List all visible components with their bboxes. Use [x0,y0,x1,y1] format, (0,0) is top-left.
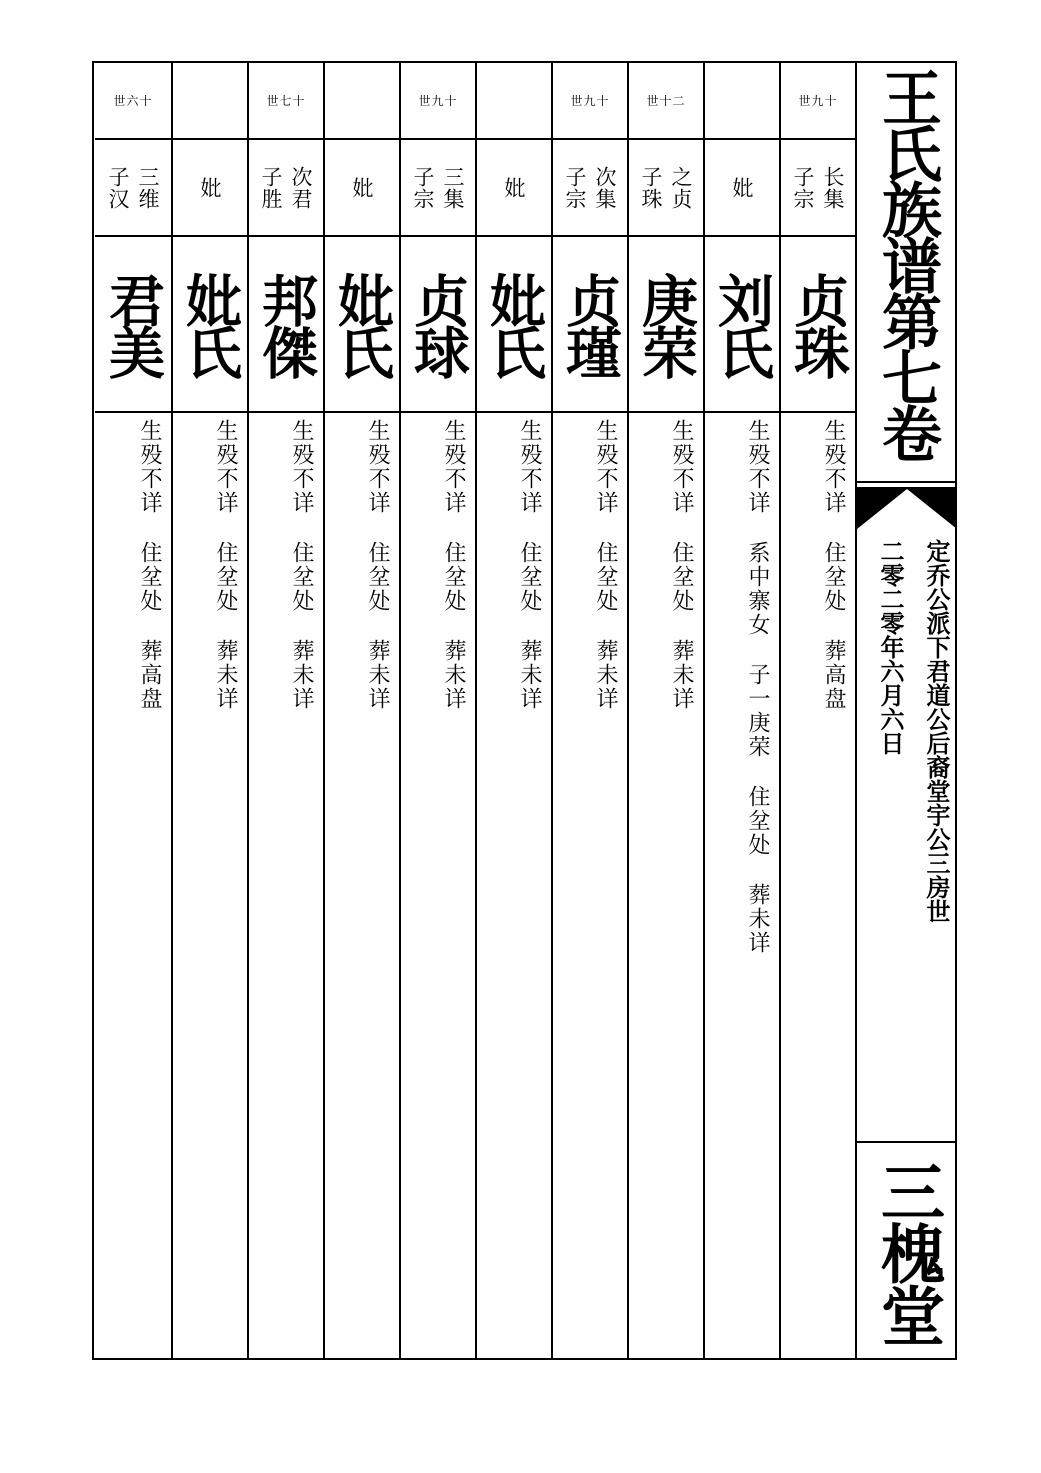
relation-cell [477,140,551,237]
generation-label [705,63,779,140]
biography-segment: 生殁不详 [745,419,770,515]
person-name: 邦傑 [253,272,319,376]
biography-segment: 系中寨女 [745,541,770,637]
lineage-subtitle: 定乔公派下君道公后裔堂宇公三房世 [922,539,951,923]
relation-text [501,177,527,199]
person-name: 刘氏 [709,272,775,376]
person-name-cell [629,237,703,413]
entry-column [627,63,703,1360]
relation-text [197,177,223,199]
hall-name [857,1143,957,1360]
relation-cell [401,140,475,237]
relation-char: 宗 [563,187,587,210]
genealogy-page [92,61,957,1360]
biography-segment: 住坌处 [821,541,846,613]
relation-char: 妣 [730,176,754,199]
relation-char: 贞 [669,187,693,210]
relation-cell [553,140,627,237]
entry-column [551,63,627,1360]
biography-segment: 生殁不详 [289,419,314,515]
compile-date: 二零二零年六月六日 [876,539,905,755]
biography-segment: 住坌处 [289,541,314,613]
person-name: 贞珠 [785,272,851,376]
biography-segment: 生殁不详 [593,419,618,515]
relation-text [105,166,131,210]
book-title-text: 王氏族谱第七卷 [872,67,942,459]
person-name-cell [325,237,399,413]
biography-segment: 葬未详 [441,639,466,711]
biography-text [667,419,695,737]
relation-char: 妣 [502,176,526,199]
relation-char: 三 [441,165,465,188]
relation-char: 子 [411,165,435,188]
person-name-cell [553,237,627,413]
relation-char: 次 [593,165,617,188]
hall-name-text: 三槐堂 [870,1158,945,1345]
relation-cell [629,140,703,237]
entry-column [703,63,779,1360]
biography-segment: 葬未详 [745,883,770,955]
entry-column [247,63,323,1360]
person-name: 贞瑾 [557,272,623,376]
title-panel [855,63,957,1360]
relation-char: 子 [791,165,815,188]
person-name: 妣氏 [177,272,243,376]
generation-label [325,63,399,140]
biography-segment: 住坌处 [745,785,770,857]
biography-segment: 葬未详 [593,639,618,711]
person-name: 贞球 [405,272,471,376]
relation-char: 子 [563,165,587,188]
generation-label: 世六十 [95,63,171,140]
relation-char: 珠 [639,187,663,210]
relation-text [135,166,161,210]
book-title [857,63,957,483]
biography-text [743,419,771,981]
person-name-cell [95,237,171,413]
person-name-cell [173,237,247,413]
entry-column [475,63,551,1360]
relation-char: 子 [639,165,663,188]
biography-segment: 住坌处 [669,541,694,613]
relation-text [288,166,314,210]
person-name-cell [781,237,855,413]
fishtail-ornament-icon [857,489,957,531]
relation-char: 宗 [791,187,815,210]
person-name-cell [705,237,779,413]
relation-text [349,177,375,199]
biography-segment: 葬未详 [669,639,694,711]
relation-char: 妣 [350,176,374,199]
biography-segment: 住坌处 [365,541,390,613]
relation-char: 集 [441,187,465,210]
relation-char: 宗 [411,187,435,210]
person-name: 妣氏 [481,272,547,376]
biography-segment: 生殁不详 [517,419,542,515]
relation-cell [705,140,779,237]
person-name-cell [401,237,475,413]
biography-text [363,419,391,737]
relation-char: 汉 [106,187,130,210]
person-name: 君美 [100,272,166,376]
biography-segment: 住坌处 [441,541,466,613]
generation-label: 世九十 [553,63,627,140]
biography-segment: 生殁不详 [441,419,466,515]
person-name-cell [249,237,323,413]
relation-text [729,177,755,199]
relation-char: 胜 [259,187,283,210]
biography-segment: 生殁不详 [213,419,238,515]
relation-text [592,166,618,210]
relation-cell [95,140,171,237]
relation-char: 集 [593,187,617,210]
person-name-cell [477,237,551,413]
divider [857,481,957,483]
biography-text [439,419,467,737]
biography-segment: 葬高盘 [821,639,846,711]
biography-segment: 生殁不详 [137,419,162,515]
relation-text [440,166,466,210]
relation-char: 维 [136,187,160,210]
biography-segment: 生殁不详 [669,419,694,515]
generation-label: 世九十 [401,63,475,140]
generation-label [477,63,551,140]
biography-text [135,419,163,737]
relation-text [790,166,816,210]
relation-cell [781,140,855,237]
entry-column [171,63,247,1360]
entry-column [779,63,855,1360]
relation-cell [325,140,399,237]
biography-segment: 葬高盘 [137,639,162,711]
biography-segment: 葬未详 [289,639,314,711]
biography-segment: 子一庚荣 [745,663,770,759]
biography-text [515,419,543,737]
entry-column [323,63,399,1360]
generation-label: 世七十 [249,63,323,140]
entry-column [95,63,171,1360]
biography-segment: 葬未详 [213,639,238,711]
relation-char: 子 [106,165,130,188]
generation-label: 世九十 [781,63,855,140]
relation-char: 之 [669,165,693,188]
biography-segment: 住坌处 [213,541,238,613]
relation-char: 三 [136,165,160,188]
biography-segment: 葬未详 [365,639,390,711]
biography-segment: 住坌处 [517,541,542,613]
biography-text [287,419,315,737]
relation-text [410,166,436,210]
relation-text [668,166,694,210]
person-name: 妣氏 [329,272,395,376]
relation-text [562,166,588,210]
relation-char: 集 [821,187,845,210]
relation-text [258,166,284,210]
generation-label: 世十二 [629,63,703,140]
biography-segment: 葬未详 [517,639,542,711]
entry-column [399,63,475,1360]
person-name: 庚荣 [633,272,699,376]
relation-char: 子 [259,165,283,188]
relation-char: 次 [289,165,313,188]
relation-char: 君 [289,187,313,210]
relation-text [820,166,846,210]
relation-cell [249,140,323,237]
biography-text [819,419,847,737]
generation-label [173,63,247,140]
biography-segment: 住坌处 [593,541,618,613]
biography-text [211,419,239,737]
biography-text [591,419,619,737]
relation-cell [173,140,247,237]
relation-text [638,166,664,210]
relation-char: 妣 [198,176,222,199]
biography-segment: 住坌处 [137,541,162,613]
biography-segment: 生殁不详 [365,419,390,515]
relation-char: 长 [821,165,845,188]
biography-segment: 生殁不详 [821,419,846,515]
